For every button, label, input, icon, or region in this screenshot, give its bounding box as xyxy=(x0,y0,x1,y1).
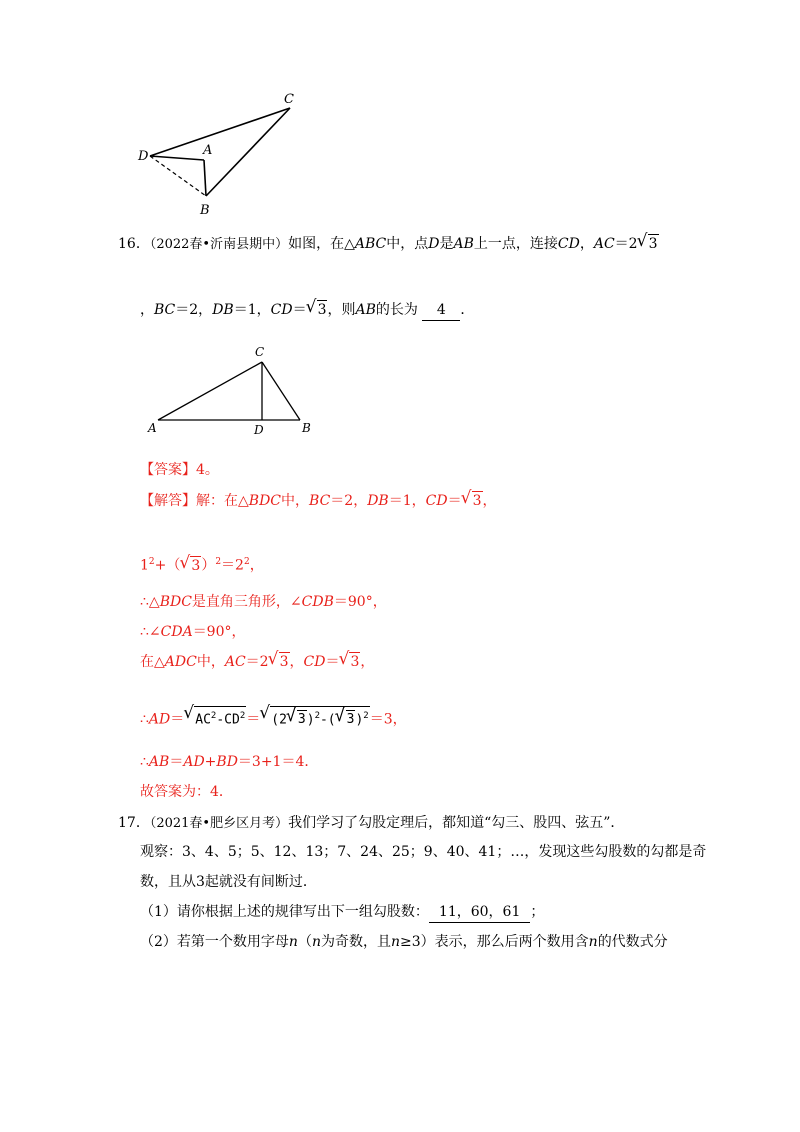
text: ∴ xyxy=(140,754,149,770)
q16-line1 xyxy=(118,234,659,255)
answer-blank: 11，60，61 xyxy=(429,902,530,923)
text: -( xyxy=(319,712,336,728)
var: CD xyxy=(303,654,326,670)
text: 数，且从3起就没有间断过． xyxy=(140,874,317,890)
text: ＝1， xyxy=(388,493,426,509)
text: 是直角三角形，∠ xyxy=(191,594,302,610)
var: n xyxy=(311,934,321,950)
var: BDC xyxy=(159,594,192,610)
q17-line2 xyxy=(140,842,706,862)
figure-quadrilateral xyxy=(130,88,310,223)
text: ＝ xyxy=(292,302,307,318)
text: ＝1， xyxy=(233,302,271,318)
q17-line1 xyxy=(118,813,624,834)
text: 是 xyxy=(439,236,454,252)
var: CDA xyxy=(160,624,193,640)
text: ∴ xyxy=(140,711,149,728)
var: n xyxy=(588,934,598,950)
var: ABC xyxy=(354,236,387,252)
label-d: D xyxy=(138,149,149,164)
text: 中，点 xyxy=(386,236,429,252)
text: ＝3， xyxy=(369,711,407,728)
text: 观察：3、4、5；5、12、13；7、24、25；9、40、41；…，发现这些勾股数的勾都是奇 xyxy=(140,844,707,860)
text: （1）请你根据上述的规律写出下一组勾股数： xyxy=(140,904,429,920)
text: ， xyxy=(140,302,154,318)
var: n xyxy=(390,934,401,950)
var: BD xyxy=(216,754,238,770)
text: 我们学习了勾股定理后，都知道“勾三、股四、弦五”． xyxy=(288,815,625,831)
solution-line7 xyxy=(140,752,318,772)
var: AB xyxy=(355,302,376,318)
text: 解：在△ xyxy=(196,493,249,509)
text: 中， xyxy=(281,493,310,509)
solution-line2 xyxy=(140,552,264,576)
text: ＝90°， xyxy=(192,624,246,640)
text: 的长为 xyxy=(375,302,418,318)
text: ) xyxy=(355,712,364,728)
text: ， xyxy=(482,493,497,509)
text: ，则 xyxy=(327,302,356,318)
text: -CD xyxy=(216,712,240,728)
text: ＝ xyxy=(325,654,340,670)
q17-source: （2021春•肥乡区月考） xyxy=(149,816,289,831)
text: ． xyxy=(460,302,475,318)
solution-tag: 【解答】 xyxy=(140,493,196,509)
text: ∴△ xyxy=(140,594,160,610)
text: ＝ xyxy=(246,711,261,728)
text: ， xyxy=(249,557,264,574)
text: ∴∠ xyxy=(140,624,161,640)
text: ＝2 xyxy=(245,654,269,670)
edge-db-dashed xyxy=(150,156,206,196)
var: n xyxy=(288,934,298,950)
var: CDB xyxy=(301,594,334,610)
sqrt-symbol: √ (2√ 3)$^2$-(√ 3)$^2$ xyxy=(260,706,369,729)
label-b: B xyxy=(200,203,210,218)
solution-line5 xyxy=(140,652,374,672)
label-a: A xyxy=(148,421,157,435)
label-c: C xyxy=(284,92,294,107)
text: ） xyxy=(201,557,216,574)
var: AD xyxy=(148,711,171,728)
sqrt-symbol: √ 3 xyxy=(269,652,290,672)
sqrt-symbol: √ 3 xyxy=(287,710,307,729)
answer-line xyxy=(140,460,219,480)
q16-line2 xyxy=(140,300,474,321)
sqrt-symbol: √ 3 xyxy=(339,652,360,672)
text: ＝2 xyxy=(221,557,244,574)
q17-number: 17． xyxy=(118,815,150,831)
q17-part2 xyxy=(140,932,668,952)
exponent: 2 xyxy=(215,557,222,567)
text: (2 xyxy=(271,712,287,728)
side-bc xyxy=(262,362,300,420)
exponent: 2 xyxy=(243,557,250,567)
edge-ab xyxy=(204,160,206,196)
text: （ xyxy=(297,934,312,950)
text: 的代数式分 xyxy=(597,934,668,950)
side-ac xyxy=(158,362,262,420)
var: CD xyxy=(557,236,580,252)
solution-line3 xyxy=(140,592,387,612)
var: DB xyxy=(212,302,234,318)
text: 在△ xyxy=(140,654,165,670)
q16-number: 16． xyxy=(118,236,150,252)
var: ADC xyxy=(164,654,197,670)
var: AC xyxy=(224,654,246,670)
sqrt-symbol: √ 3 xyxy=(307,300,328,320)
text: 中， xyxy=(196,654,225,670)
text: 如图，在△ xyxy=(288,236,355,252)
text: ) xyxy=(306,712,315,728)
text: ＝90°， xyxy=(333,594,387,610)
label-c: C xyxy=(255,345,265,359)
text: ＝ xyxy=(447,493,462,509)
text: ＝2， xyxy=(330,493,368,509)
text: ； xyxy=(530,904,545,920)
sqrt-symbol: √ $AC^2-CD^2$ xyxy=(184,706,246,729)
answer-blank: 4 xyxy=(422,300,460,321)
q17-part1 xyxy=(140,902,544,923)
figure-triangle-abc xyxy=(140,340,330,438)
var: AC xyxy=(593,236,615,252)
text: +（ xyxy=(154,557,181,574)
text: ， xyxy=(579,236,594,252)
text: 1 xyxy=(140,557,149,574)
text: ＝ xyxy=(170,711,185,728)
var: CD xyxy=(425,493,448,509)
solution-line1 xyxy=(140,491,497,511)
text: + xyxy=(204,754,217,770)
sqrt-symbol: √ 3 xyxy=(462,491,483,511)
var: DB xyxy=(367,493,389,509)
sqrt-symbol: √ 3 xyxy=(336,710,356,729)
solution-line8 xyxy=(140,782,233,802)
text: AC xyxy=(195,712,211,728)
text: ， xyxy=(360,654,375,670)
text: ， xyxy=(289,654,304,670)
edge-da xyxy=(150,156,204,160)
text: ＝ xyxy=(169,754,184,770)
q16-source: （2022春•沂南县期中） xyxy=(149,237,289,252)
var: BC xyxy=(154,302,176,318)
var: CD xyxy=(270,302,293,318)
text: ＝3+1＝4． xyxy=(237,754,319,770)
var: AD xyxy=(183,754,205,770)
text: 故答案为：4． xyxy=(140,784,233,800)
text: 上一点，连接 xyxy=(473,236,558,252)
var: BC xyxy=(309,493,331,509)
edge-dc xyxy=(150,108,290,156)
var: AB xyxy=(148,754,170,770)
text: ＝2 xyxy=(614,236,638,252)
answer-tag: 【答案】 xyxy=(140,462,196,478)
solution-line6 xyxy=(140,706,407,729)
label-a: A xyxy=(203,143,213,158)
text: （2）若第一个数用字母 xyxy=(140,934,289,950)
text: 为奇数，且 xyxy=(320,934,391,950)
solution-line4 xyxy=(140,622,246,642)
sqrt-symbol: √ 3 xyxy=(638,234,659,254)
var: BDC xyxy=(248,493,282,509)
exponent: 2 xyxy=(148,557,155,567)
q17-line3 xyxy=(140,872,317,892)
answer-value: 4。 xyxy=(196,462,219,478)
var: D xyxy=(428,236,440,252)
sqrt-symbol: √ 3 xyxy=(180,556,201,576)
edge-bc xyxy=(206,108,290,196)
var: AB xyxy=(453,236,474,252)
label-d: D xyxy=(254,423,264,437)
label-b: B xyxy=(302,421,311,435)
text: ≥3）表示，那么后两个数用含 xyxy=(400,934,589,950)
text: ＝2， xyxy=(175,302,213,318)
